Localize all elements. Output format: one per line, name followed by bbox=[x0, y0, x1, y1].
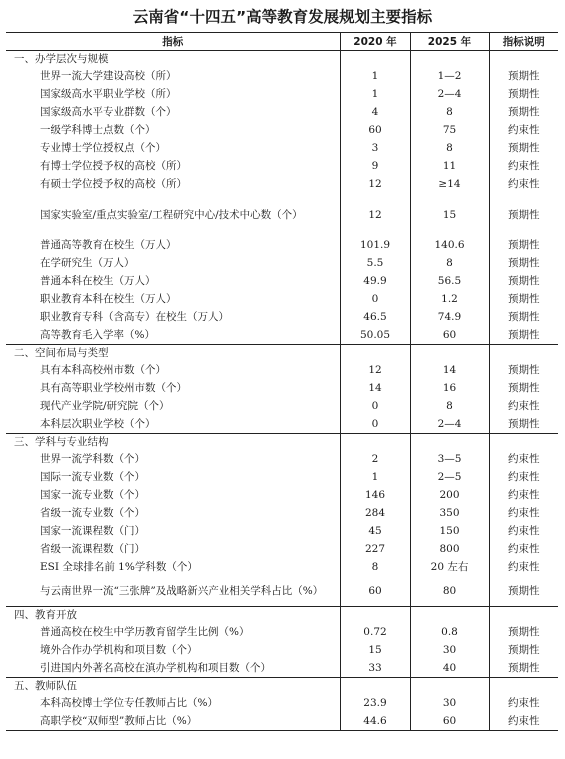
value-2025-cell: 60 bbox=[410, 713, 489, 731]
note-cell: 预期性 bbox=[489, 237, 558, 255]
value-2025-cell: 56.5 bbox=[410, 273, 489, 291]
table-row bbox=[6, 309, 558, 327]
section-blank-2025 bbox=[410, 678, 489, 695]
value-2020-cell: 1 bbox=[340, 68, 410, 86]
table-row bbox=[6, 273, 558, 291]
value-2020-cell: 0 bbox=[340, 416, 410, 434]
note-cell: 预期性 bbox=[489, 104, 558, 122]
indicator-cell: ESI 全球排名前 1%学科数（个） bbox=[40, 561, 198, 573]
value-2025-cell: 74.9 bbox=[410, 309, 489, 327]
value-2025-cell: 1—2 bbox=[410, 68, 489, 86]
table-row bbox=[6, 451, 558, 469]
value-2020-cell: 49.9 bbox=[340, 273, 410, 291]
note-cell: 约束性 bbox=[489, 122, 558, 140]
section-blank-2025 bbox=[410, 51, 489, 68]
section-row bbox=[6, 678, 558, 695]
indicator-cell: 本科层次职业学校（个） bbox=[40, 417, 156, 430]
header-note: 指标说明 bbox=[489, 33, 558, 51]
value-2020-cell: 12 bbox=[340, 362, 410, 380]
indicator-cell: 高职学校“双师型”教师占比（%） bbox=[6, 713, 340, 731]
value-2020-cell: 50.05 bbox=[340, 327, 410, 345]
note-cell: 约束性 bbox=[489, 451, 558, 469]
indicator-cell: 职业教育专科（含高专）在校生（万人） bbox=[40, 311, 229, 323]
value-2020-cell: 146 bbox=[340, 487, 410, 505]
section-row bbox=[6, 607, 558, 624]
indicator-cell: 有博士学位授予权的高校（所） bbox=[40, 160, 187, 172]
table-row bbox=[6, 642, 558, 660]
indicator-cell: 国家一流专业数（个） bbox=[40, 489, 145, 501]
table-row bbox=[6, 176, 558, 194]
indicator-cell: 高等教育毛入学率（%） bbox=[40, 328, 155, 341]
value-2025-cell: 8 bbox=[410, 140, 489, 158]
section-blank-2025 bbox=[410, 434, 489, 451]
section-blank-2020 bbox=[340, 434, 410, 451]
section-blank-note bbox=[489, 51, 558, 68]
value-2020-cell: 14 bbox=[340, 380, 410, 398]
note-cell: 约束性 bbox=[489, 176, 558, 194]
value-2025-cell: 8 bbox=[410, 255, 489, 273]
value-2020-cell: 4 bbox=[340, 104, 410, 122]
indicator-cell: 职业教育本科在校生（万人） bbox=[40, 293, 177, 305]
indicator-cell: 国家一流课程数（门） bbox=[40, 525, 145, 537]
value-2020-cell: 15 bbox=[340, 642, 410, 660]
section-title: 三、学科与专业结构 bbox=[6, 434, 340, 451]
table-row bbox=[6, 362, 558, 380]
indicator-cell: 在学研究生（万人） bbox=[40, 257, 135, 269]
table-row bbox=[6, 416, 558, 434]
value-2025-cell: 30 bbox=[410, 642, 489, 660]
section-row bbox=[6, 345, 558, 362]
section-row bbox=[6, 51, 558, 68]
section-blank-2025 bbox=[410, 607, 489, 624]
value-2020-cell: 1 bbox=[340, 86, 410, 104]
note-cell: 预期性 bbox=[489, 68, 558, 86]
note-cell: 约束性 bbox=[489, 505, 558, 523]
note-cell: 预期性 bbox=[489, 327, 558, 345]
table-row bbox=[6, 327, 558, 345]
note-cell: 约束性 bbox=[489, 398, 558, 416]
indicator-cell: 世界一流学科数（个） bbox=[40, 453, 145, 465]
value-2025-cell: 200 bbox=[410, 487, 489, 505]
section-blank-note bbox=[489, 678, 558, 695]
section-title: 二、空间布局与类型 bbox=[6, 345, 340, 362]
section-title: 四、教育开放 bbox=[6, 607, 340, 624]
value-2025-cell: 150 bbox=[410, 523, 489, 541]
value-2020-cell: 45 bbox=[340, 523, 410, 541]
section-blank-2020 bbox=[340, 51, 410, 68]
indicator-cell: 普通高等教育在校生（万人） bbox=[40, 239, 177, 251]
indicator-cell: 世界一流大学建设高校（所） bbox=[40, 70, 177, 82]
header-2025: 2025 年 bbox=[410, 33, 489, 51]
table-row bbox=[6, 469, 558, 487]
table-row bbox=[6, 487, 558, 505]
value-2025-cell: 8 bbox=[410, 398, 489, 416]
indicator-cell: 与云南世界一流“三张牌”及战略新兴产业相关学科占比（%） bbox=[40, 584, 324, 597]
table-title: 云南省“十四五”高等教育发展规划主要指标 bbox=[132, 8, 433, 26]
value-2025-cell: 8 bbox=[410, 104, 489, 122]
indicator-table bbox=[6, 32, 558, 731]
value-2025-cell: ≥14 bbox=[410, 176, 489, 194]
value-2020-cell: 101.9 bbox=[340, 237, 410, 255]
note-cell: 预期性 bbox=[489, 140, 558, 158]
note-cell: 预期性 bbox=[489, 273, 558, 291]
table-row bbox=[6, 624, 558, 642]
value-2020-cell: 284 bbox=[340, 505, 410, 523]
table-row bbox=[6, 660, 558, 678]
note-cell: 约束性 bbox=[489, 469, 558, 487]
table-row bbox=[6, 541, 558, 559]
indicator-cell: 具有高等职业学校州市数（个） bbox=[40, 382, 187, 394]
note-cell: 预期性 bbox=[489, 660, 558, 678]
table-row bbox=[6, 158, 558, 176]
note-cell: 预期性 bbox=[489, 416, 558, 434]
table-row bbox=[6, 194, 558, 237]
value-2025-cell: 11 bbox=[410, 158, 489, 176]
value-2020-cell: 60 bbox=[340, 577, 410, 607]
value-2020-cell: 0.72 bbox=[340, 624, 410, 642]
indicator-cell: 具有本科高校州市数（个） bbox=[40, 364, 166, 376]
value-2025-cell: 140.6 bbox=[410, 237, 489, 255]
section-blank-2020 bbox=[340, 678, 410, 695]
value-2020-cell: 0 bbox=[340, 398, 410, 416]
value-2025-cell: 350 bbox=[410, 505, 489, 523]
value-2020-cell: 46.5 bbox=[340, 309, 410, 327]
value-2025-cell: 16 bbox=[410, 380, 489, 398]
table-row bbox=[6, 380, 558, 398]
indicator-cell: 现代产业学院/研究院（个） bbox=[40, 400, 170, 412]
table-row bbox=[6, 291, 558, 309]
value-2020-cell: 227 bbox=[340, 541, 410, 559]
table-row bbox=[6, 237, 558, 255]
note-cell: 约束性 bbox=[489, 559, 558, 577]
table-row bbox=[6, 577, 558, 607]
indicator-cell: 境外合作办学机构和项目数（个） bbox=[40, 644, 198, 656]
section-title: 五、教师队伍 bbox=[6, 678, 340, 695]
value-2025-cell: 0.8 bbox=[410, 624, 489, 642]
table-body bbox=[6, 51, 558, 731]
table-row bbox=[6, 104, 558, 122]
note-cell: 约束性 bbox=[489, 158, 558, 176]
indicator-cell: 国家级高水平专业群数（个） bbox=[40, 106, 177, 118]
note-cell: 约束性 bbox=[489, 541, 558, 559]
table-row bbox=[6, 68, 558, 86]
note-cell: 预期性 bbox=[489, 309, 558, 327]
value-2025-cell: 1.2 bbox=[410, 291, 489, 309]
value-2025-cell: 20 左右 bbox=[410, 559, 489, 577]
table-row bbox=[6, 122, 558, 140]
indicator-cell: 省级一流专业数（个） bbox=[40, 507, 145, 519]
note-cell: 预期性 bbox=[489, 86, 558, 104]
note-cell: 预期性 bbox=[489, 624, 558, 642]
value-2020-cell: 2 bbox=[340, 451, 410, 469]
value-2020-cell: 3 bbox=[340, 140, 410, 158]
value-2020-cell: 9 bbox=[340, 158, 410, 176]
value-2025-cell: 2—4 bbox=[410, 416, 489, 434]
note-cell: 约束性 bbox=[489, 523, 558, 541]
indicator-cell: 有硕士学位授予权的高校（所） bbox=[40, 178, 187, 190]
note-cell: 预期性 bbox=[489, 194, 558, 237]
indicator-cell: 国家级高水平职业学校（所） bbox=[40, 88, 177, 100]
table-row bbox=[6, 559, 558, 577]
value-2020-cell: 5.5 bbox=[340, 255, 410, 273]
value-2020-cell: 12 bbox=[340, 194, 410, 237]
table-row bbox=[6, 255, 558, 273]
table-row bbox=[6, 505, 558, 523]
indicator-cell: 省级一流课程数（门） bbox=[40, 543, 145, 555]
value-2020-cell: 8 bbox=[340, 559, 410, 577]
header-indicator: 指标 bbox=[6, 33, 340, 51]
value-2020-cell: 44.6 bbox=[340, 713, 410, 731]
note-cell: 约束性 bbox=[489, 713, 558, 731]
note-cell: 预期性 bbox=[489, 642, 558, 660]
value-2020-cell: 23.9 bbox=[340, 695, 410, 713]
value-2025-cell: 15 bbox=[410, 194, 489, 237]
note-cell: 约束性 bbox=[489, 695, 558, 713]
note-cell: 预期性 bbox=[489, 380, 558, 398]
table-row bbox=[6, 398, 558, 416]
note-cell: 约束性 bbox=[489, 487, 558, 505]
value-2020-cell: 60 bbox=[340, 122, 410, 140]
indicator-cell: 本科高校博士学位专任教师占比（%） bbox=[40, 697, 218, 709]
note-cell: 预期性 bbox=[489, 577, 558, 607]
note-cell: 预期性 bbox=[489, 362, 558, 380]
value-2025-cell: 75 bbox=[410, 122, 489, 140]
section-title: 一、办学层次与规模 bbox=[6, 51, 340, 68]
value-2020-cell: 33 bbox=[340, 660, 410, 678]
value-2025-cell: 40 bbox=[410, 660, 489, 678]
note-cell: 预期性 bbox=[489, 291, 558, 309]
value-2020-cell: 1 bbox=[340, 469, 410, 487]
section-blank-2020 bbox=[340, 345, 410, 362]
section-blank-2020 bbox=[340, 607, 410, 624]
value-2025-cell: 80 bbox=[410, 577, 489, 607]
value-2025-cell: 60 bbox=[410, 327, 489, 345]
value-2025-cell: 800 bbox=[410, 541, 489, 559]
value-2025-cell: 2—5 bbox=[410, 469, 489, 487]
indicator-cell: 国家实验室/重点实验室/工程研究中心/技术中心数（个） bbox=[40, 208, 303, 221]
table-row bbox=[6, 86, 558, 104]
header-row bbox=[6, 33, 558, 51]
indicator-cell: 引进国内外著名高校在滇办学机构和项目数（个） bbox=[40, 661, 271, 674]
header-2020: 2020 年 bbox=[340, 33, 410, 51]
value-2025-cell: 2—4 bbox=[410, 86, 489, 104]
note-cell: 预期性 bbox=[489, 255, 558, 273]
indicator-cell: 专业博士学位授权点（个） bbox=[40, 142, 166, 154]
table-row bbox=[6, 695, 558, 713]
indicator-cell: 普通本科在校生（万人） bbox=[40, 275, 156, 287]
section-blank-note bbox=[489, 434, 558, 451]
section-blank-2025 bbox=[410, 345, 489, 362]
section-blank-note bbox=[489, 607, 558, 624]
section-row bbox=[6, 434, 558, 451]
value-2020-cell: 12 bbox=[340, 176, 410, 194]
value-2025-cell: 14 bbox=[410, 362, 489, 380]
table-row bbox=[6, 523, 558, 541]
value-2025-cell: 3—5 bbox=[410, 451, 489, 469]
indicator-cell: 普通高校在校生中学历教育留学生比例（%） bbox=[40, 626, 250, 638]
section-blank-note bbox=[489, 345, 558, 362]
table-row bbox=[6, 713, 558, 731]
value-2025-cell: 30 bbox=[410, 695, 489, 713]
indicator-cell: 一级学科博士点数（个） bbox=[40, 124, 156, 136]
table-row bbox=[6, 140, 558, 158]
value-2020-cell: 0 bbox=[340, 291, 410, 309]
indicator-cell: 国际一流专业数（个） bbox=[40, 471, 145, 483]
